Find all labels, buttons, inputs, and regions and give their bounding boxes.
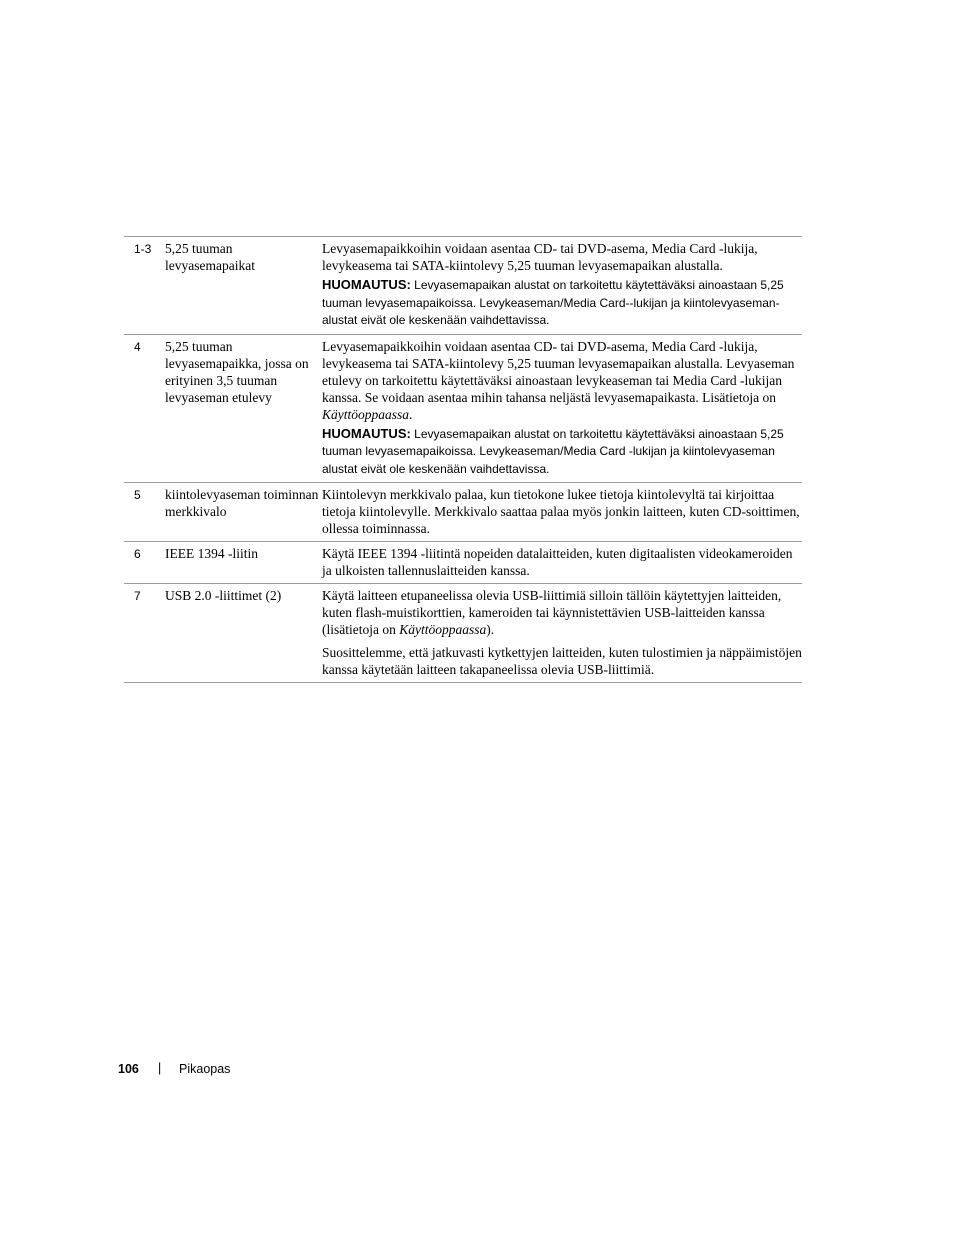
description-text: Käytä IEEE 1394 -liitintä nopeiden datalaitteiden, kuten digitaalisten videokameroiden ja ulkoisten tallennuslaitteiden kanssa. [322,546,793,578]
note [322,276,802,330]
item-description [322,338,802,479]
section-title: Pikaopas [179,1062,231,1076]
item-description [322,587,802,678]
table-row [124,237,802,335]
note-text: Levyasemapaikan alustat on tarkoitettu käytettäväksi ainoastaan 5,25 tuuman levyasemapaikoissa. Levykeaseman/Media Card--lukijan ja kiintolevyaseman-alustat eivät ole keskenään vaihdettavissa. [322,278,784,327]
item-number: 4 [134,339,141,354]
front-panel-table [124,236,802,683]
item-number: 5 [134,488,141,502]
description-text-2: Suosittelemme, että jatkuvasti kytkettyjen laitteiden, kuten tulostimien ja näppäimistöjen kanssa käytetään laitteen takapaneelissa olevia USB-liittimiä. [322,645,802,677]
note [322,425,802,479]
note-label: HUOMAUTUS: [322,425,411,441]
description-end: ). [486,622,495,637]
note-text: Levyasemapaikan alustat on tarkoitettu käytettäväksi ainoastaan 5,25 tuuman levyasemapaikoissa. Levykeaseman/Media Card -lukijan ja kiintolevyaseman alustat eivät ole keskenään vaihdettavissa. [322,426,784,476]
item-name: IEEE 1394 -liitin [165,546,258,561]
table-row [124,335,802,484]
description-text: Levyasemapaikkoihin voidaan asentaa CD- tai DVD-asema, Media Card -lukija, levykeasema tai SATA-kiintolevy 5,25 tuuman levyasemapaikan alustalla. Levyaseman etulevy on tarkoitettu käytettäväksi ainoastaan levykeaseman tai Media Card -lukijan kanssa. Se voidaan asentaa mihin tahansa neljästä levyasemapaikasta. Lisätietoja on [322,338,795,405]
item-description [322,486,802,537]
description-text: Käytä laitteen etupaneelissa olevia USB-liittimiä silloin tällöin käytettyjen laitteiden, kuten flash-muistikorttien, kameroiden tai käynnistettävien USB-laitteiden kanssa (lisätietoja on [322,588,782,637]
item-description [322,545,802,579]
item-number: 1-3 [134,242,152,256]
item-name: kiintolevyaseman toiminnan merkkivalo [165,487,319,519]
description-end: . [409,406,413,422]
description-text: Levyasemapaikkoihin voidaan asentaa CD- tai DVD-asema, Media Card -lukija, levykeasema tai SATA-kiintolevy 5,25 tuuman levyasemapaikan alustalla. [322,241,758,273]
description-paragraph [322,338,802,423]
description-text: Kiintolevyn merkkivalo palaa, kun tietokone lukee tietoja kiintolevyltä tai kirjoittaa tietoja kiintolevylle. Merkkivalo saattaa palaa myös jonkin laitteen, kuten CD-soittimen, ollessa toiminnassa. [322,487,800,536]
page-number: 106 [118,1062,139,1076]
manual-reference: Käyttöoppaassa [399,622,487,637]
manual-reference: Käyttöoppaassa [322,406,410,422]
description-paragraph [322,587,802,638]
item-description [322,240,802,330]
footer-separator: | [158,1061,162,1075]
item-number: 7 [134,589,141,603]
table-row [124,542,802,584]
table-row [124,584,802,683]
item-name: 5,25 tuuman levyasemapaikat [165,241,255,273]
item-name: 5,25 tuuman levyasemapaikka, jossa on erityinen 3,5 tuuman levyaseman etulevy [165,338,309,405]
item-name: USB 2.0 -liittimet (2) [165,588,282,603]
table-row [124,483,802,542]
note-label: HUOMAUTUS: [322,277,411,292]
item-number: 6 [134,547,141,561]
